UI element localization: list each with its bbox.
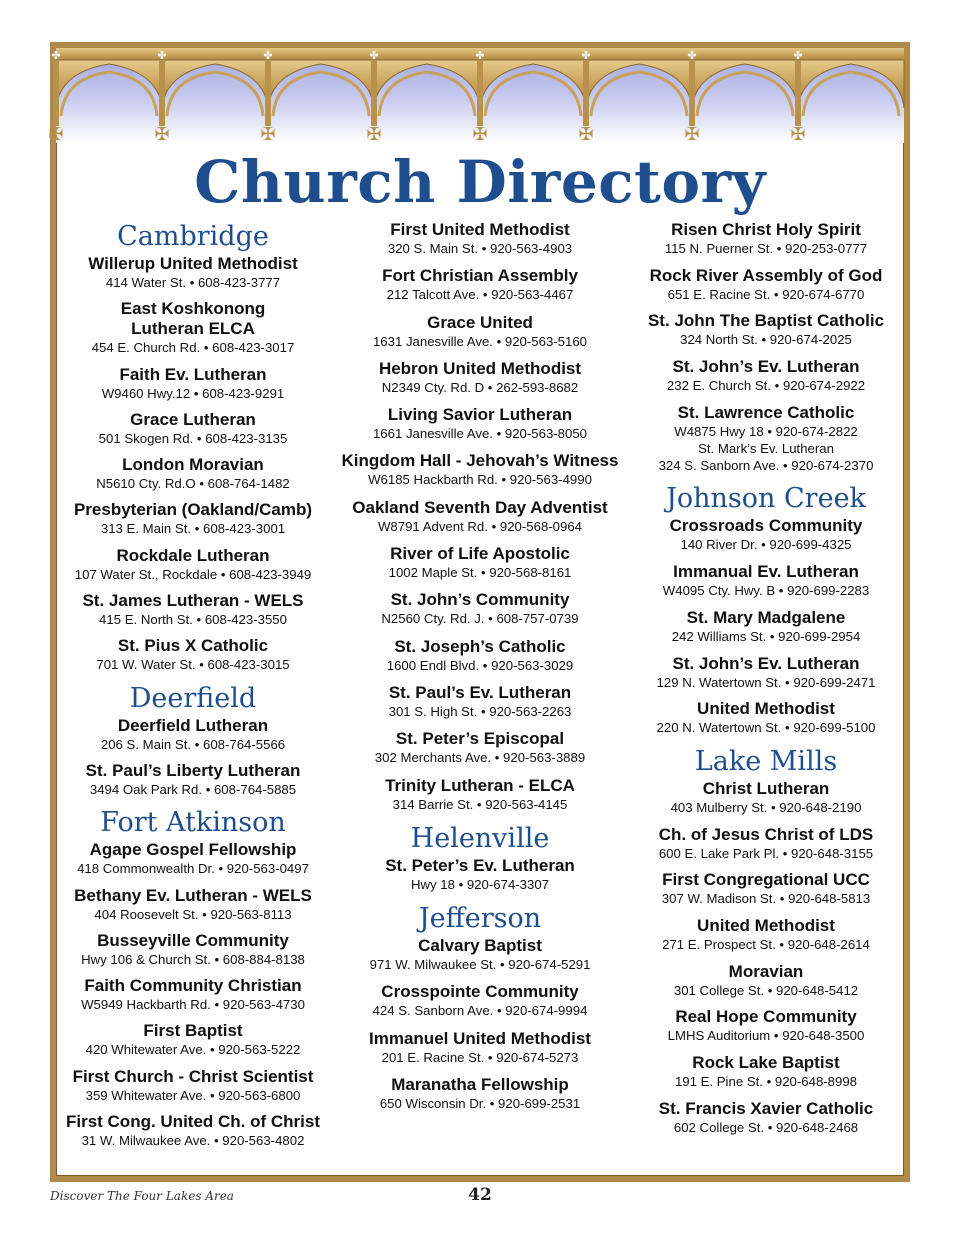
quatrefoil-icon: ✤ [687,49,697,62]
church-address: 313 E. Main St. • 608-423-3001 [100,521,286,537]
church-name: Busseyville Community [97,930,289,950]
quatrefoil-icon: ✤ [581,49,591,62]
town-heading: Johnson Creek [666,483,866,515]
church-listing [338,405,622,442]
church-address: Hwy 106 & Church St. • 608-884-8138 [81,951,305,967]
church-name: Agape Gospel Fellowship [89,840,297,860]
church-listing [338,313,622,350]
church-address: 1600 Endl Blvd. • 920-563-3029 [386,657,574,673]
church-address: 415 E. North St. • 608-423-3550 [99,612,287,628]
church-address: 129 N. Watertown St. • 920-699-2471 [656,674,876,690]
church-name: St. Peter’s Episcopal [395,729,565,749]
church-address: 1631 Janesville Ave. • 920-563-5160 [372,333,588,349]
arch-pillar [265,60,271,126]
church-name: Grace United [427,312,533,332]
church-name: Grace Lutheran [130,409,256,429]
church-listing [624,220,908,257]
church-listing [51,455,335,492]
church-address: 3494 Oak Park Rd. • 608-764-5885 [89,781,297,797]
church-listing [338,1075,622,1112]
church-name: Deerfield Lutheran [117,715,269,735]
church-name: Maranatha Fellowship [391,1075,569,1095]
church-address: 314 Barrie St. • 920-563-4145 [392,796,568,812]
church-address: 242 Williams St. • 920-699-2954 [671,628,861,644]
church-name: St. John’s Ev. Lutheran [672,653,860,673]
church-listing [51,500,335,537]
church-listing [624,825,908,862]
church-address: N5610 Cty. Rd.O • 608-764-1482 [96,476,290,492]
church-address: 140 River Dr. • 920-699-4325 [680,537,852,553]
church-address: W5949 Hackbarth Rd. • 920-563-4730 [81,997,305,1013]
church-listing [338,266,622,303]
church-listing [338,683,622,720]
church-name: St. Mary Madgalene [686,607,846,627]
quatrefoil-icon: ✤ [263,49,273,62]
church-listing [624,779,908,816]
church-name: United Methodist [697,699,835,719]
church-name: St. John The Baptist Catholic [647,311,885,331]
church-listing [51,254,335,291]
church-name: First Baptist [143,1021,243,1041]
cross-icon: ✠ [790,124,806,145]
church-address: 206 S. Main St. • 608-764-5566 [100,736,286,752]
church-address: 324 North St. • 920-674-2025 [680,332,852,348]
church-listing [624,916,908,953]
arch-pillar [371,60,377,126]
church-address: 600 E. Lake Park Pl. • 920-648-3155 [658,845,874,861]
church-address: 971 W. Milwaukee St. • 920-674-5291 [369,957,591,973]
town-heading: Fort Atkinson [100,807,286,839]
cross-icon: ✠ [578,124,594,145]
church-listing [338,637,622,674]
arch-pillar [159,60,165,126]
arch-pillar [53,60,59,126]
church-listing [51,299,335,356]
church-listing [624,516,908,553]
church-name-secondary: St. Mark’s Ev. Lutheran [698,440,834,456]
arch-pillar [795,60,801,126]
church-name: St. Peter’s Ev. Lutheran [385,855,575,875]
church-address: Hwy 18 • 920-674-3307 [410,876,550,892]
church-address: 107 Water St., Rockdale • 608-423-3949 [74,566,312,582]
cross-icon: ✠ [366,124,382,145]
directory-column-1 [51,218,335,1157]
quatrefoil-icon: ✤ [793,49,803,62]
church-listing [51,886,335,923]
church-listing [624,357,908,394]
church-listing [51,410,335,447]
church-name: Faith Community Christian [84,976,302,996]
church-listing [51,591,335,628]
church-name: Presbyterian (Oakland/Camb) [73,500,313,520]
church-address: 701 W. Water St. • 608-423-3015 [96,657,290,673]
church-name: Living Savior Lutheran [387,405,573,425]
church-address: 301 S. High St. • 920-563-2263 [388,703,572,719]
church-name: Calvary Baptist [418,936,542,956]
church-listing [338,498,622,535]
arch-pillar [583,60,589,126]
town-heading: Lake Mills [694,745,838,777]
town-heading: Cambridge [117,221,269,252]
church-address: W9460 Hwy.12 • 608-423-9291 [101,385,285,401]
church-listing [51,931,335,968]
church-address: 1002 Maple St. • 920-568-8161 [388,565,572,581]
church-listing [51,546,335,583]
page-number: 42 [468,1185,492,1205]
church-address: 404 Roosevelt St. • 920-563-8113 [94,906,292,922]
church-listing [624,266,908,303]
town-heading: Jefferson [418,903,542,935]
church-name: Christ Lutheran [702,778,830,798]
church-address: 414 Water St. • 608-423-3777 [105,275,281,290]
church-listing [338,936,622,973]
church-name: Willerup United Methodist [88,254,298,273]
quatrefoil-icon: ✤ [51,49,61,62]
church-name: Ch. of Jesus Christ of LDS [658,824,874,844]
church-address: W4095 Cty. Hwy. B • 920-699-2283 [662,583,870,599]
church-address: 602 College St. • 920-648-2468 [673,1119,859,1135]
church-name: Rock Lake Baptist [692,1053,840,1072]
church-name: St. John’s Ev. Lutheran [672,357,860,377]
church-listing [624,1099,908,1136]
page-title: Church Directory [194,148,766,216]
church-address: 220 N. Watertown St. • 920-699-5100 [656,720,876,736]
quatrefoil-icon: ✤ [157,49,167,62]
church-name: Immanual Ev. Lutheran [673,562,859,582]
church-name: First United Methodist [390,220,570,239]
church-address: 1661 Janesville Ave. • 920-563-8050 [372,426,588,442]
church-address: 191 E. Pine St. • 920-648-8998 [674,1074,858,1089]
church-listing [624,654,908,691]
town-heading: Helenville [410,822,550,854]
church-listing [338,451,622,488]
church-listing [51,636,335,673]
church-address: 212 Talcott Ave. • 920-563-4467 [386,287,574,303]
church-address: 271 E. Prospect St. • 920-648-2614 [662,936,870,952]
church-name: Moravian [728,961,804,981]
church-listing [51,365,335,402]
church-address: 115 N. Puerner St. • 920-253-0777 [664,241,868,256]
church-name: First Cong. United Ch. of Christ [65,1112,321,1132]
church-listing [51,1112,335,1149]
church-listing [338,544,622,581]
church-name: River of Life Apostolic [390,544,570,564]
church-address: W4875 Hwy 18 • 920-674-2822 [674,423,858,439]
church-address: N2349 Cty. Rd. D • 262-593-8682 [381,379,579,395]
church-name: Hebron United Methodist [378,358,582,378]
church-address: LMHS Auditorium • 920-648-3500 [667,1028,865,1044]
church-listing [51,761,335,798]
cross-icon: ✠ [260,124,276,145]
church-listing [338,776,622,813]
publication-name: Discover The Four Lakes Area [50,1189,234,1203]
church-name: St. John’s Community [390,590,570,610]
arch-pillar [477,60,483,126]
church-address: 454 E. Church Rd. • 608-423-3017 [91,340,295,356]
church-name: Real Hope Community [675,1007,857,1027]
church-listing [338,590,622,627]
church-listing [338,856,622,893]
church-name: St. Lawrence Catholic [677,402,855,422]
church-listing [624,562,908,599]
directory-column-3 [624,220,908,1144]
church-name: Kingdom Hall - Jehovah’s Witness [341,451,619,471]
church-address: 307 W. Madison St. • 920-648-5813 [661,891,871,907]
church-listing [624,608,908,645]
church-listing [338,220,622,257]
church-listing [624,1053,908,1090]
church-name: Crossroads Community [669,516,863,536]
church-address: 201 E. Racine St. • 920-674-5273 [381,1049,579,1065]
cross-icon: ✠ [154,124,170,145]
gothic-arches-banner [48,48,904,145]
church-address-secondary: 324 S. Sanborn Ave. • 920-674-2370 [658,457,874,473]
cross-icon: ✠ [684,124,700,145]
church-listing [338,1029,622,1066]
church-name: Rock River Assembly of God [649,265,883,285]
church-address: 403 Mulberry St. • 920-648-2190 [670,799,862,815]
church-name: St. Pius X Catholic [117,636,269,656]
church-address: 424 S. Sanborn Ave. • 920-674-9994 [372,1003,588,1019]
church-address: 651 E. Racine St. • 920-674-6770 [667,286,865,302]
church-name: Crosspointe Community [381,982,579,1002]
church-listing [51,976,335,1013]
church-address: 31 W. Milwaukee Ave. • 920-563-4802 [81,1133,305,1149]
arch-pillar [689,60,695,126]
church-name: Immanuel United Methodist [369,1028,591,1048]
quatrefoil-icon: ✤ [475,49,485,62]
church-address: 320 S. Main St. • 920-563-4903 [387,241,573,256]
church-name: St. Paul’s Liberty Lutheran [85,760,301,780]
church-address: 418 Commonwealth Dr. • 920-563-0497 [77,861,309,877]
church-name: St. Francis Xavier Catholic [658,1098,874,1118]
church-listing [51,1067,335,1104]
church-name: St. James Lutheran - WELS [82,591,304,611]
church-listing [51,1021,335,1058]
church-listing [624,403,908,474]
church-listing [338,729,622,766]
church-name: First Church - Christ Scientist [72,1066,314,1086]
church-listing [624,1007,908,1044]
church-listing [624,962,908,999]
church-name: Faith Ev. Lutheran [119,364,267,384]
church-address: N2560 Cty. Rd. J. • 608-757-0739 [381,611,579,627]
church-listing [624,311,908,348]
church-name: Oakland Seventh Day Adventist [352,497,608,517]
church-address: 420 Whitewater Ave. • 920-563-5222 [85,1042,301,1058]
church-name: Bethany Ev. Lutheran - WELS [74,885,312,905]
church-name: Fort Christian Assembly [382,266,578,286]
church-name: London Moravian [122,455,264,475]
church-address: W8791 Advent Rd. • 920-568-0964 [377,518,583,534]
church-address: 302 Merchants Ave. • 920-563-3889 [374,750,586,766]
church-listing [51,716,335,753]
church-address: 301 College St. • 920-648-5412 [673,982,859,998]
church-listing [624,699,908,736]
quatrefoil-icon: ✤ [369,49,379,62]
church-listing [624,870,908,907]
cross-icon: ✠ [48,124,64,145]
church-listing [338,359,622,396]
church-address: 232 E. Church St. • 920-674-2922 [666,378,866,394]
church-name: First Congregational UCC [662,870,870,890]
directory-column-2 [338,220,622,1121]
church-name: St. Joseph’s Catholic [394,636,566,656]
cross-icon: ✠ [472,124,488,145]
church-address: 650 Wisconsin Dr. • 920-699-2531 [379,1096,581,1112]
church-address: 359 Whitewater Ave. • 920-563-6800 [85,1087,301,1103]
church-name: United Methodist [697,915,835,935]
church-listing [51,840,335,877]
town-heading: Deerfield [129,682,257,714]
church-name: St. Paul’s Ev. Lutheran [388,682,572,702]
church-name: East Koshkonong Lutheran ELCA [120,299,266,339]
church-address: 501 Skogen Rd. • 608-423-3135 [98,430,288,446]
church-address: W6185 Hackbarth Rd. • 920-563-4990 [368,472,592,488]
church-name: Trinity Lutheran - ELCA [385,775,575,795]
church-listing [338,982,622,1019]
church-name: Risen Christ Holy Spirit [671,220,861,239]
church-name: Rockdale Lutheran [116,545,270,565]
